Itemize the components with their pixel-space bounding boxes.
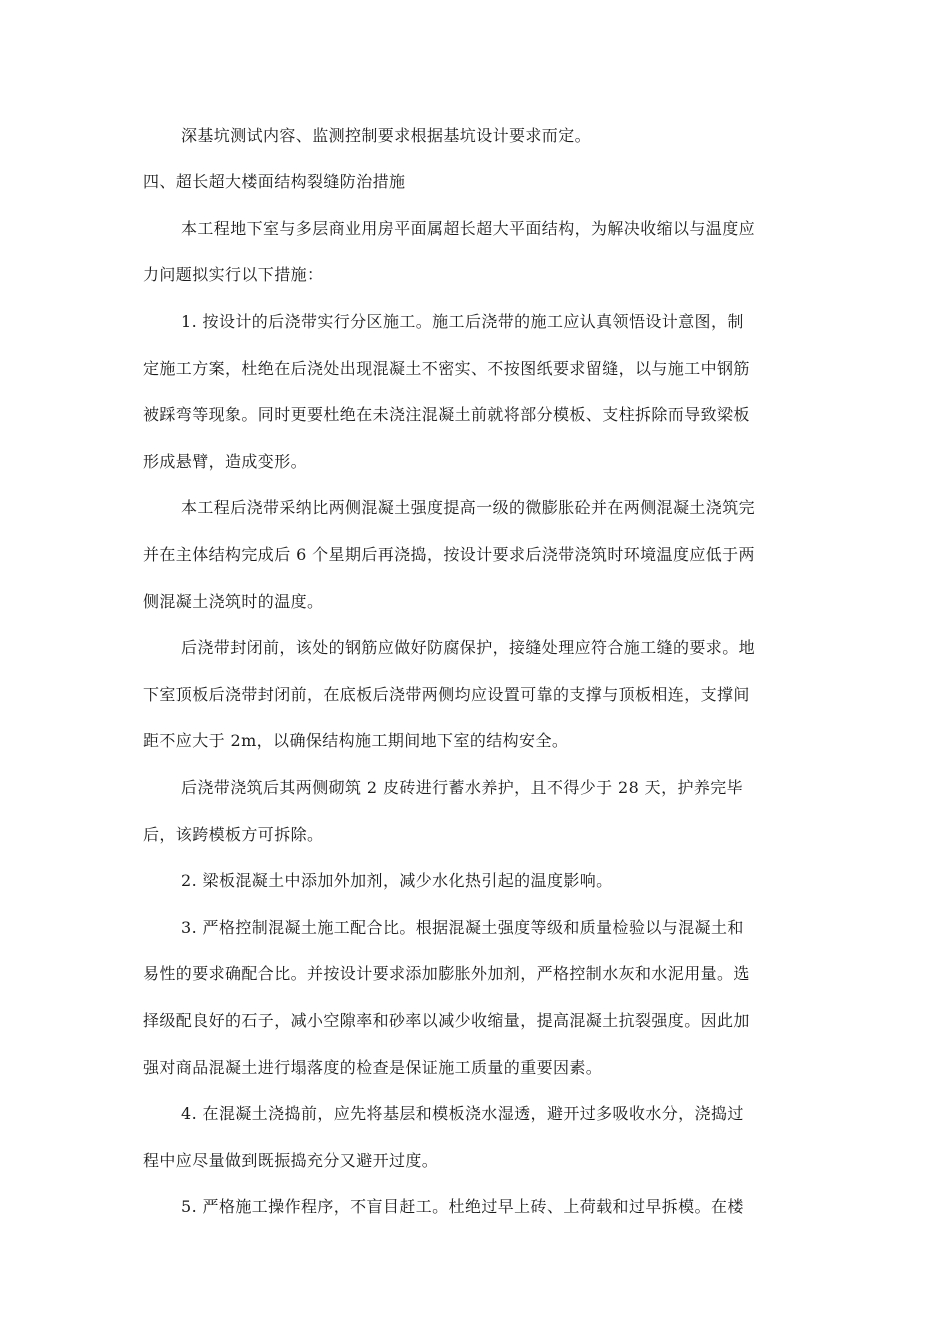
list-item-1-line: 被踩弯等现象。同时更要杜绝在未浇注混凝土前就将部分模板、支柱拆除而导致梁板 xyxy=(143,405,750,424)
list-item-3-line: 易性的要求确配合比。并按设计要求添加膨胀外加剂，严格控制水灰和水泥用量。选 xyxy=(143,964,750,983)
section-heading: 四、超长超大楼面结构裂缝防治措施 xyxy=(143,172,406,191)
list-item-4-line: 程中应尽量做到既振捣充分又避开过度。 xyxy=(143,1151,439,1170)
paragraph-line: 本工程后浇带采纳比两侧混凝土强度提高一级的微膨胀砼并在两侧混凝土浇筑完 xyxy=(181,498,756,517)
list-item-3-line: 3. 严格控制混凝土施工配合比。根据混凝土强度等级和质量检验以与混凝土和 xyxy=(181,918,744,937)
list-item-2-line: 2. 梁板混凝土中添加外加剂，减少水化热引起的温度影响。 xyxy=(181,871,613,890)
paragraph-line: 深基坑测试内容、监测控制要求根据基坑设计要求而定。 xyxy=(181,126,592,145)
paragraph-line: 下室顶板后浇带封闭前，在底板后浇带两侧均应设置可靠的支撑与顶板相连，支撑间 xyxy=(143,685,750,704)
paragraph-line: 后浇带封闭前，该处的钢筋应做好防腐保护，接缝处理应符合施工缝的要求。地 xyxy=(181,638,756,657)
list-item-1-line: 定施工方案，杜绝在后浇处出现混凝土不密实、不按图纸要求留缝，以与施工中钢筋 xyxy=(143,359,750,378)
paragraph-line: 本工程地下室与多层商业用房平面属超长超大平面结构，为解决收缩以与温度应 xyxy=(181,219,756,238)
paragraph-line: 后浇带浇筑后其两侧砌筑 2 皮砖进行蓄水养护，且不得少于 28 天，护养完毕 xyxy=(181,778,744,797)
paragraph-line: 距不应大于 2m，以确保结构施工期间地下室的结构安全。 xyxy=(143,731,569,750)
list-item-3-line: 择级配良好的石子，减小空隙率和砂率以减少收缩量，提高混凝土抗裂强度。因此加 xyxy=(143,1011,750,1030)
paragraph-line: 后，该跨模板方可拆除。 xyxy=(143,825,324,844)
list-item-3-line: 强对商品混凝土进行塌落度的检查是保证施工质量的重要因素。 xyxy=(143,1058,603,1077)
list-item-5-line: 5. 严格施工操作程序，不盲目赶工。杜绝过早上砖、上荷载和过早拆模。在楼 xyxy=(181,1197,744,1216)
paragraph-line: 力问题拟实行以下措施： xyxy=(143,265,324,284)
paragraph-line: 并在主体结构完成后 6 个星期后再浇捣，按设计要求后浇带浇筑时环境温度应低于两 xyxy=(143,545,755,564)
list-item-1-line: 形成悬臂，造成变形。 xyxy=(143,452,308,471)
list-item-1-line: 1. 按设计的后浇带实行分区施工。施工后浇带的施工应认真领悟设计意图，制 xyxy=(181,312,744,331)
paragraph-line: 侧混凝土浇筑时的温度。 xyxy=(143,592,324,611)
list-item-4-line: 4. 在混凝土浇捣前，应先将基层和模板浇水湿透，避开过多吸收水分，浇捣过 xyxy=(181,1104,744,1123)
